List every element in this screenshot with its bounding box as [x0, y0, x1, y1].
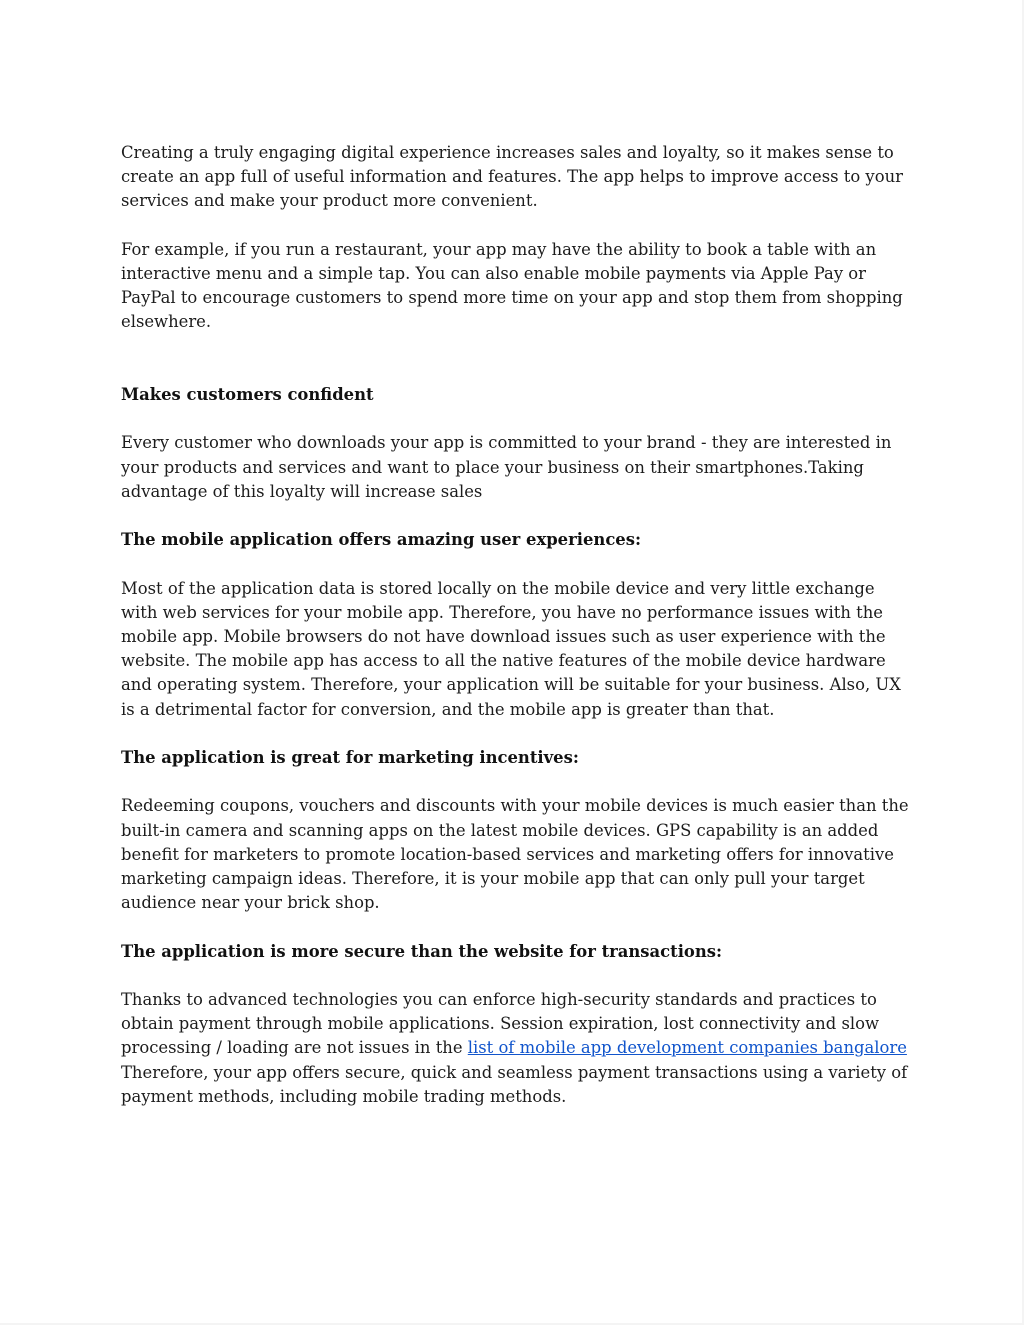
companies-list-link[interactable]: list of mobile app development companies bangalore [467, 1038, 907, 1058]
intro-paragraph-1: Creating a truly engaging digital experience increases sales and loyalty, so it makes sense to create an app full of useful information and features. The app helps to improve access to your services and make your product more convenient. [121, 143, 903, 211]
section-heading-confident: Makes customers confident [121, 385, 374, 404]
section-body-secure [121, 988, 911, 1109]
intro-paragraph-2: For example, if you run a restaurant, your app may have the ability to book a table with an interactive menu and a simple tap. You can also enable mobile payments via Apple Pay or PayPal to encourage customers to spend more time on your app and stop them from shopping elsewhere. [121, 239, 903, 332]
secure-body-text-before: Thanks to advanced technologies you can enforce high-security standards and practices to obtain payment through mobile applications. Session expiration, lost connectivity and slow processing / loading are not issues in the [121, 989, 879, 1058]
secure-body-text-after: Therefore, your app offers secure, quick and seamless payment transactions using a variety of payment methods, including mobile trading methods. [121, 1062, 908, 1106]
section-heading-ux: The mobile application offers amazing user experiences: [121, 530, 642, 550]
document-body [121, 141, 911, 1109]
section-heading-secure: The application is more secure than the website for transactions: [121, 941, 723, 961]
section-body-marketing: Redeeming coupons, vouchers and discounts with your mobile devices is much easier than the built-in camera and scanning apps on the latest mobile devices. GPS capability is an added benefit for marketers to promote location-based services and marketing offers for innovative marketing campaign ideas. Therefore, it is your mobile app that can only pull your target audience near your brick shop. [121, 796, 909, 913]
section-body-confident: Every customer who downloads your app is committed to your brand - they are interested in your products and services and want to place your business on their smartphones.Taking advantage of this loyalty will increase sales [121, 433, 892, 501]
section-body-ux: Most of the application data is stored locally on the mobile device and very little exchange with web services for your mobile app. Therefore, you have no performance issues with the mobile app. Mobile browsers do not have download issues such as user experience with the website. The mobile app has access to all the native features of the mobile device hardware and operating system. Therefore, your application will be suitable for your business. Also, UX is a detrimental factor for conversion, and the mobile app is greater than that. [121, 578, 901, 719]
section-heading-marketing: The application is great for marketing incentives: [121, 747, 579, 767]
